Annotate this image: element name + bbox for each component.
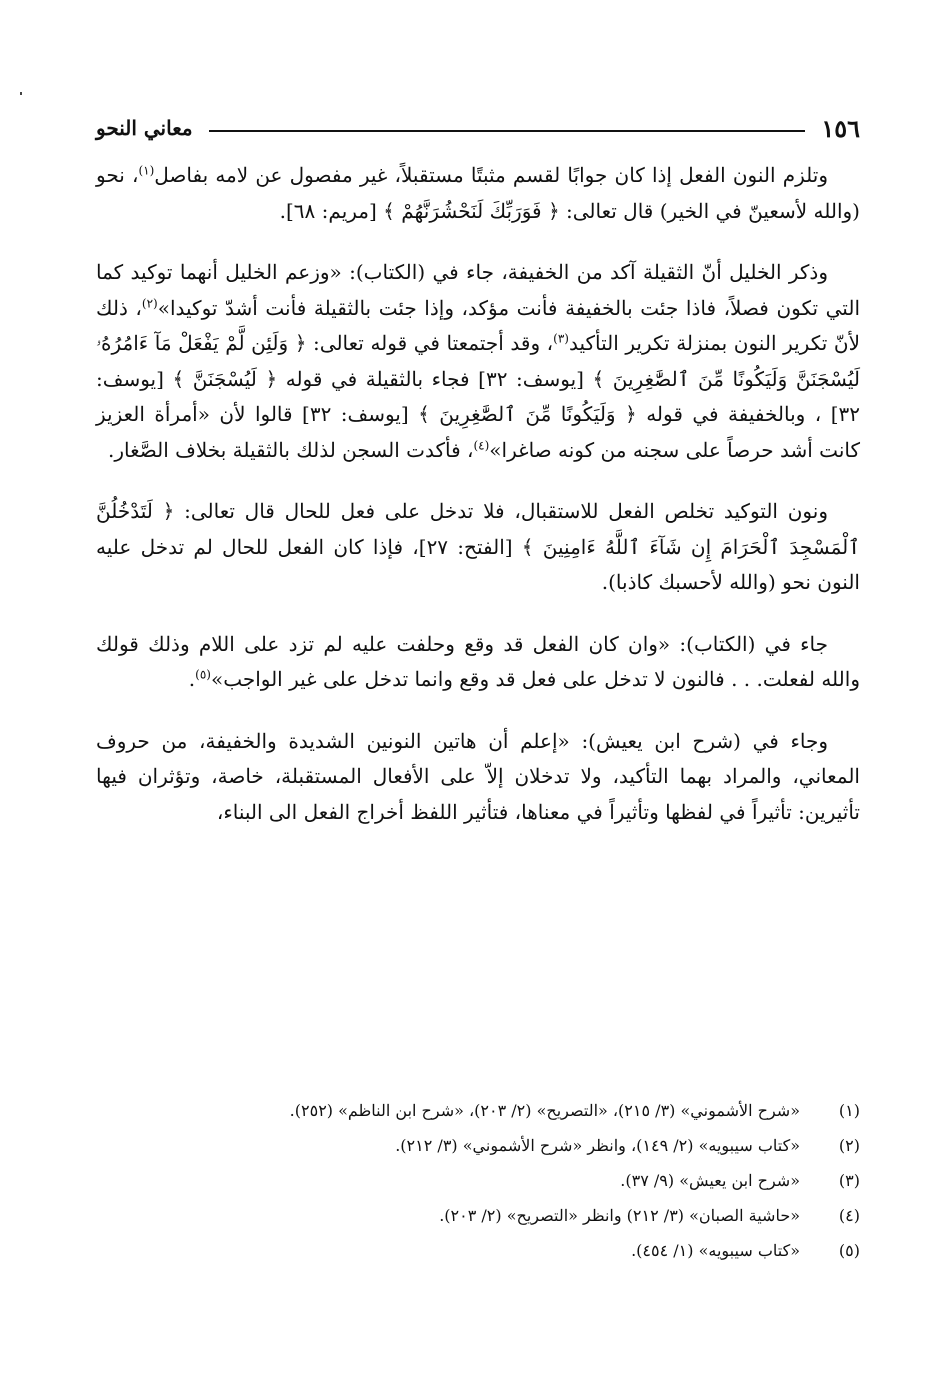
footnote-ref[interactable]: (٢)	[141, 295, 158, 310]
paragraph: وذكر الخليل أنّ الثقيلة آكد من الخفيفة، جاء في (الكتاب): «وزعم الخليل أنهما توكيد كما التي تكون فصلاً، فاذا جئت بالخفيفة فأنت مؤكد، وإذا جئت بالثقيلة فأنت أشدّ توكيدا»$^{(٢)}$، ذلك لأنّ تكرير النون بمنزلة تكرير التأكيد$^{(٣)}$، وقد أجتمعتا في قوله تعالى: ﴿ وَلَئِن لَّمْ يَفْعَلْ مَآ ءَامُرُهُۥ لَيُسْجَنَنَّ وَلَيَكُونًا مِّنَ ٱلصَّٰغِرِينَ ﴾ [يوسف: ٣٢] فجاء بالثقيلة في قوله ﴿ لَيُسْجَنَنَّ ﴾ [يوسف: ٣٢] ، وبالخفيفة في قوله ﴿ وَلَيَكُونًا مِّنَ ٱلصَّٰغِرِينَ ﴾ [يوسف: ٣٢] قالوا لأن «أمرأة العزيز كانت أشد حرصاً على سجنه من كونه صاغرا»$^{(٤)}$، فأكدت السجن لذلك بالثقيلة بخلاف الصَّغار.	[96, 260, 860, 462]
footnote-number: (٢)	[838, 1136, 860, 1155]
page-header	[96, 108, 860, 148]
footnotes	[96, 1093, 860, 1268]
footnote-text: «شرح ابن يعيش» (٩/ ٣٧).	[620, 1171, 800, 1190]
page-number: ١٥٦	[821, 113, 860, 143]
footnote-text: «كتاب سيبويه» (١/ ٤٥٤).	[631, 1241, 800, 1260]
footnote-number: (٥)	[838, 1241, 860, 1260]
footnote-ref[interactable]: (٤)	[473, 437, 490, 452]
paragraph: جاء في (الكتاب): «وان كان الفعل قد وقع وحلفت عليه لم تزد على اللام وذلك قولك والله لفعلت. . . فالنون لا تدخل على فعل قد وقع وانما تدخل على غير الواجب»$^{(٥)}$.	[96, 631, 860, 691]
footnote	[96, 1093, 860, 1128]
footnote-text: «كتاب سيبويه» (٢/ ١٤٩)، وانظر «شرح الأشموني» (٣/ ٢١٢).	[395, 1136, 800, 1155]
footnote	[96, 1198, 860, 1233]
running-title: معاني النحو	[96, 116, 193, 140]
paragraph: وتلزم النون الفعل إذا كان جوابًا لقسم مثبتًا مستقبلاً، غير مفصول عن لامه بفاصل$^{(١)}$، نحو (والله لأسعينّ في الخير) قال تعالى: ﴿ فَوَرَبِّكَ لَنَحْشُرَنَّهُمْ ﴾ [مريم: ٦٨].	[96, 163, 860, 223]
footnote-ref[interactable]: (٣)	[553, 331, 569, 346]
footnote-number: (١)	[838, 1101, 860, 1120]
paragraph: ونون التوكيد تخلص الفعل للاستقبال، فلا تدخل على فعل للحال قال تعالى: ﴿ لَتَدْخُلُنَّ ٱلْمَسْجِدَ ٱلْحَرَامَ إِن شَآءَ ٱللَّهُ ءَامِنِينَ ﴾ [الفتح: ٢٧]، فإذا كان الفعل للحال لم تدخل عليه النون نحو (والله لأحسبك كاذبا).	[96, 499, 860, 594]
footnote-text: «حاشية الصبان» (٣/ ٢١٢) وانظر «التصريح» (٢/ ٢٠٣).	[439, 1206, 800, 1225]
footnote	[96, 1163, 860, 1198]
footnote	[96, 1128, 860, 1163]
scan-speck	[20, 92, 22, 95]
paragraph: وجاء في (شرح ابن يعيش): «إعلم أن هاتين النونين الشديدة والخفيفة، من حروف المعاني، والمراد بهما التأكيد، ولا تدخلان إلاّ على الأفعال المستقبلة، خاصة، وتؤثران فيها تأثيرين: تأثيراً في لفظها وتأثيراً في معناها، فتأثير اللفظ أخراج الفعل الى البناء،	[96, 728, 860, 824]
footnote-ref[interactable]: (٥)	[195, 667, 211, 682]
footnote-ref[interactable]: (١)	[138, 163, 155, 178]
footnote	[96, 1233, 860, 1268]
footnote-text: «شرح الأشموني» (٣/ ٢١٥)، «التصريح» (٢/ ٢٠٣)، «شرح ابن الناظم» (٢٥٢).	[289, 1101, 800, 1120]
header-rule	[209, 130, 806, 132]
footnote-number: (٤)	[838, 1206, 860, 1225]
footnote-number: (٣)	[838, 1171, 860, 1190]
body-text	[96, 158, 860, 856]
